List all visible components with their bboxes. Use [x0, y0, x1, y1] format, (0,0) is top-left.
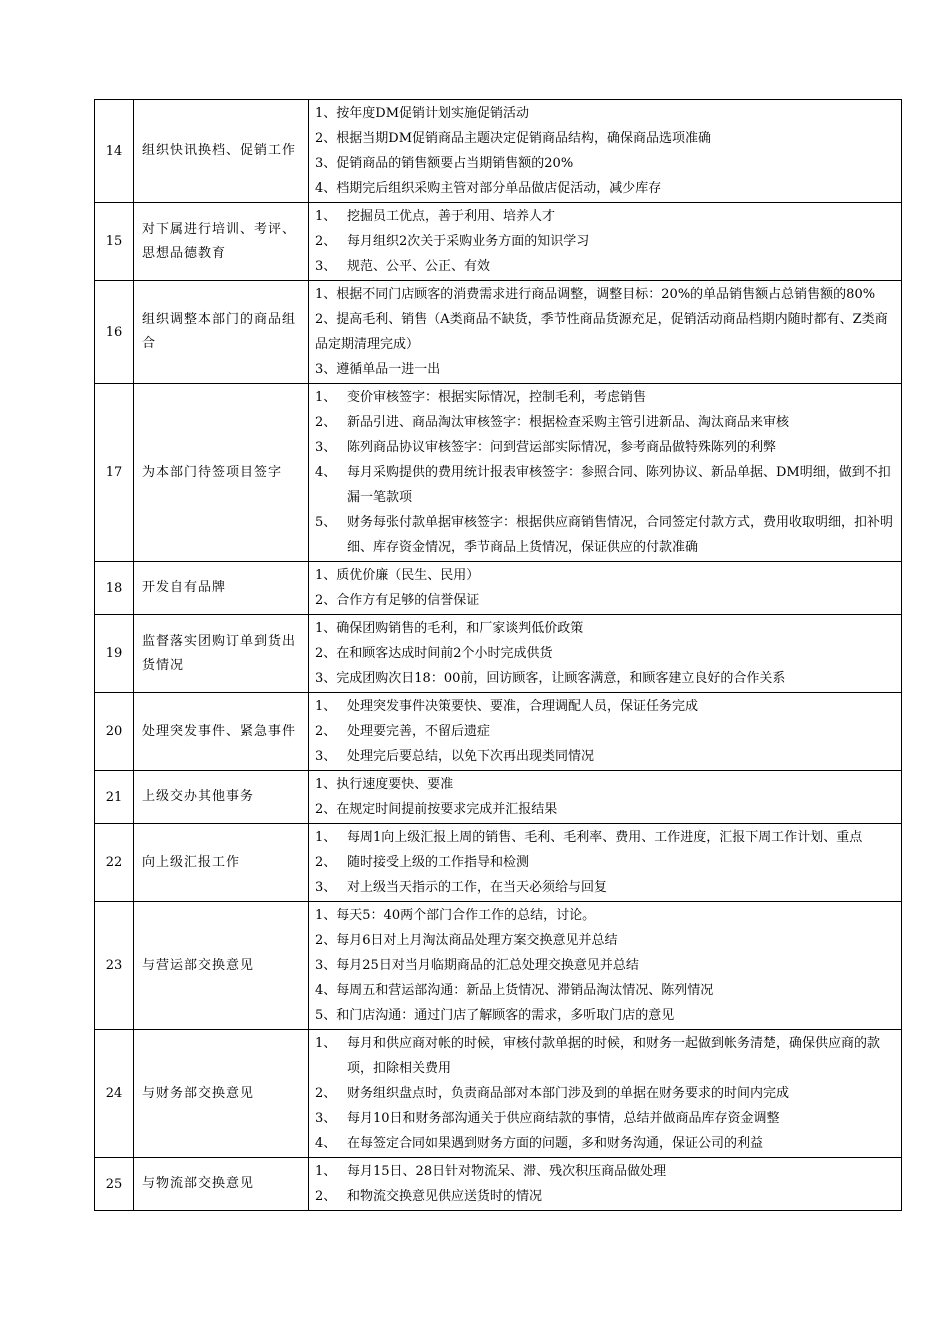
task-cell — [134, 100, 309, 203]
task-title: 监督落实团购订单到货出货情况 — [142, 633, 297, 673]
item-text: 完成团购次日18：00前，回访顾客，让顾客满意，和顾客建立良好的合作关系 — [336, 671, 786, 686]
item-marker: 2、 — [315, 724, 337, 739]
requirements-cell — [309, 1158, 902, 1211]
item-text: 在和顾客达成时间前2个小时完成供货 — [336, 646, 553, 661]
item-marker: 3、 — [315, 880, 337, 895]
item-marker: 1、 — [315, 1164, 337, 1179]
item-text: 提高毛利、销售（A类商品不缺货，季节性商品货源充足，促销活动商品档期内随时都有、Z类商品定期清理完成） — [315, 312, 888, 352]
task-title: 开发自有品牌 — [142, 580, 227, 595]
item-text: 每月采购提供的费用统计报表审核签字：参照合同、陈列协议、新品单据、DM明细，做到不扣漏一笔款项 — [347, 465, 891, 505]
task-cell — [134, 281, 309, 384]
item-text: 每月25日对当月临期商品的汇总处理交换意见并总结 — [336, 958, 639, 973]
item-marker: 1、 — [315, 287, 337, 302]
item-text: 新品引进、商品淘汰审核签字：根据检查采购主管引进新品、淘汰商品来审核 — [347, 415, 790, 430]
row-number: 20 — [95, 693, 134, 771]
item-marker: 4、 — [315, 983, 337, 998]
task-cell — [134, 902, 309, 1030]
table-row — [95, 384, 902, 562]
item-text: 遵循单品一进一出 — [336, 362, 441, 377]
item-text: 规范、公平、公正、有效 — [347, 259, 491, 274]
item-marker: 2、 — [315, 593, 337, 608]
requirement-item — [315, 903, 893, 928]
item-text: 每月10日和财务部沟通关于供应商结款的事情，总结并做商品库存资金调整 — [347, 1111, 780, 1126]
item-text: 质优价廉（民生、民用） — [336, 568, 480, 583]
requirement-item — [315, 1081, 893, 1106]
requirement-item — [315, 744, 893, 769]
requirement-item — [315, 385, 893, 410]
item-marker: 2、 — [315, 415, 337, 430]
item-marker: 3、 — [315, 259, 337, 274]
task-title: 处理突发事件、紧急事件 — [142, 723, 297, 739]
requirement-item — [315, 928, 893, 953]
row-number: 16 — [95, 281, 134, 384]
row-number: 21 — [95, 771, 134, 824]
item-marker: 2、 — [315, 646, 337, 661]
table-row — [95, 281, 902, 384]
item-text: 每月和供应商对帐的时候，审核付款单据的时候，和财务一起做到帐务清楚，确保供应商的款项，扣除相关费用 — [347, 1036, 881, 1076]
item-marker: 1、 — [315, 621, 337, 636]
requirement-item — [315, 953, 893, 978]
requirement-item — [315, 694, 893, 719]
item-text: 处理完后要总结，以免下次再出现类同情况 — [347, 749, 595, 764]
item-text: 每月组织2次关于采购业务方面的知识学习 — [347, 234, 590, 249]
task-title: 向上级汇报工作 — [142, 854, 241, 870]
requirement-item — [315, 254, 893, 279]
item-marker: 1、 — [315, 568, 337, 583]
table-row — [95, 1030, 902, 1158]
requirement-item — [315, 1131, 893, 1156]
item-marker: 1、 — [315, 390, 337, 405]
table-row — [95, 615, 902, 693]
table-row — [95, 902, 902, 1030]
task-cell — [134, 771, 309, 824]
requirements-cell — [309, 693, 902, 771]
item-text: 对上级当天指示的工作，在当天必须给与回复 — [347, 880, 608, 895]
item-text: 每月15日、28日针对物流呆、滞、残次积压商品做处理 — [347, 1164, 667, 1179]
task-cell — [134, 824, 309, 902]
item-marker: 1、 — [315, 106, 337, 121]
row-number: 24 — [95, 1030, 134, 1158]
requirements-cell — [309, 384, 902, 562]
item-text: 根据不同门店顾客的消费需求进行商品调整，调整目标：20%的单品销售额占总销售额的80% — [336, 287, 876, 302]
item-text: 财务每张付款单据审核签字：根据供应商销售情况，合同签定付款方式，费用收取明细，扣补明细、库存资金情况，季节商品上货情况，保证供应的付款准确 — [347, 515, 894, 555]
requirement-item — [315, 410, 893, 435]
duty-table — [94, 99, 902, 1211]
item-marker: 2、 — [315, 933, 337, 948]
task-cell — [134, 1158, 309, 1211]
item-marker: 3、 — [315, 958, 337, 973]
task-title: 与营运部交换意见 — [142, 957, 255, 973]
item-marker: 3、 — [315, 440, 337, 455]
requirement-item — [315, 282, 893, 307]
requirements-cell — [309, 100, 902, 203]
requirement-item — [315, 151, 893, 176]
table-row — [95, 203, 902, 281]
item-marker: 1、 — [315, 830, 337, 845]
item-marker: 1、 — [315, 699, 337, 714]
item-marker: 1、 — [315, 209, 337, 224]
requirement-item — [315, 307, 893, 357]
item-text: 每天5：40两个部门合作工作的总结，讨论。 — [336, 908, 596, 923]
task-cell — [134, 384, 309, 562]
requirement-item — [315, 875, 893, 900]
task-title: 对下属进行培训、考评、思想品德教育 — [142, 221, 297, 261]
requirement-item — [315, 460, 893, 510]
requirement-item — [315, 229, 893, 254]
requirement-item — [315, 850, 893, 875]
task-title: 组织调整本部门的商品组合 — [142, 312, 297, 351]
requirement-item — [315, 101, 893, 126]
item-marker: 2、 — [315, 1086, 337, 1101]
item-text: 每周1向上级汇报上周的销售、毛利、毛利率、费用、工作进度，汇报下周工作计划、重点 — [347, 830, 863, 845]
task-title: 与财务部交换意见 — [142, 1085, 255, 1101]
item-text: 档期完后组织采购主管对部分单品做店促活动，减少库存 — [336, 181, 662, 196]
task-title: 与物流部交换意见 — [142, 1176, 255, 1191]
item-marker: 1、 — [315, 777, 337, 792]
item-marker: 2、 — [315, 312, 337, 327]
item-text: 在每签定合同如果遇到财务方面的问题，多和财务沟通，保证公司的利益 — [347, 1136, 764, 1151]
requirement-item — [315, 510, 893, 560]
requirement-item — [315, 126, 893, 151]
requirement-item — [315, 641, 893, 666]
item-marker: 1、 — [315, 1036, 337, 1051]
item-text: 执行速度要快、要准 — [336, 777, 454, 792]
requirement-item — [315, 666, 893, 691]
requirement-item — [315, 588, 893, 613]
requirement-item — [315, 719, 893, 744]
requirement-item — [315, 797, 893, 822]
item-text: 每周五和营运部沟通：新品上货情况、滞销品淘汰情况、陈列情况 — [336, 983, 714, 998]
item-marker: 2、 — [315, 802, 337, 817]
row-number: 23 — [95, 902, 134, 1030]
item-text: 随时接受上级的工作指导和检测 — [347, 855, 530, 870]
requirements-cell — [309, 281, 902, 384]
item-marker: 3、 — [315, 362, 337, 377]
item-text: 财务组织盘点时，负责商品部对本部门涉及到的单据在财务要求的时间内完成 — [347, 1086, 790, 1101]
item-text: 根据当期DM促销商品主题决定促销商品结构，确保商品选项准确 — [336, 131, 712, 146]
item-text: 变价审核签字：根据实际情况，控制毛利，考虑销售 — [347, 390, 647, 405]
requirement-item — [315, 772, 893, 797]
item-marker: 3、 — [315, 156, 337, 171]
requirement-item — [315, 1106, 893, 1131]
item-text: 处理突发事件决策要快、要准，合理调配人员，保证任务完成 — [347, 699, 699, 714]
row-number: 19 — [95, 615, 134, 693]
row-number: 25 — [95, 1158, 134, 1211]
item-text: 每月6日对上月淘汰商品处理方案交换意见并总结 — [336, 933, 618, 948]
requirements-cell — [309, 203, 902, 281]
requirements-cell — [309, 824, 902, 902]
row-number: 17 — [95, 384, 134, 562]
requirement-item — [315, 978, 893, 1003]
requirements-cell — [309, 562, 902, 615]
table-row — [95, 562, 902, 615]
table-row — [95, 771, 902, 824]
requirement-item — [315, 1184, 893, 1209]
task-cell — [134, 562, 309, 615]
item-marker: 2、 — [315, 1189, 337, 1204]
item-text: 按年度DM促销计划实施促销活动 — [336, 106, 530, 121]
item-marker: 2、 — [315, 131, 337, 146]
table-row — [95, 824, 902, 902]
item-marker: 3、 — [315, 671, 337, 686]
item-marker: 4、 — [315, 1136, 337, 1151]
task-cell — [134, 693, 309, 771]
table-row — [95, 1158, 902, 1211]
requirement-item — [315, 1031, 893, 1081]
requirement-item — [315, 616, 893, 641]
item-text: 挖掘员工优点，善于利用、培养人才 — [347, 209, 556, 224]
table-row — [95, 693, 902, 771]
item-marker: 3、 — [315, 1111, 337, 1126]
item-text: 和门店沟通：通过门店了解顾客的需求，多听取门店的意见 — [336, 1008, 675, 1023]
requirement-item — [315, 825, 893, 850]
requirements-cell — [309, 1030, 902, 1158]
requirement-item — [315, 1159, 893, 1184]
table-row — [95, 100, 902, 203]
requirement-item — [315, 563, 893, 588]
item-marker: 3、 — [315, 749, 337, 764]
item-text: 促销商品的销售额要占当期销售额的20% — [336, 156, 574, 171]
row-number: 18 — [95, 562, 134, 615]
item-text: 合作方有足够的信誉保证 — [336, 593, 480, 608]
task-title: 上级交办其他事务 — [142, 789, 255, 804]
item-marker: 2、 — [315, 234, 337, 249]
task-cell — [134, 615, 309, 693]
task-title: 为本部门待签项目签字 — [142, 464, 283, 480]
requirements-cell — [309, 615, 902, 693]
requirements-cell — [309, 902, 902, 1030]
requirement-item — [315, 435, 893, 460]
requirement-item — [315, 176, 893, 201]
task-title: 组织快讯换档、促销工作 — [142, 143, 297, 158]
requirement-item — [315, 1003, 893, 1028]
requirements-cell — [309, 771, 902, 824]
requirement-item — [315, 357, 893, 382]
item-text: 在规定时间提前按要求完成并汇报结果 — [336, 802, 558, 817]
requirement-item — [315, 204, 893, 229]
row-number: 15 — [95, 203, 134, 281]
task-cell — [134, 203, 309, 281]
item-text: 处理要完善，不留后遗症 — [347, 724, 491, 739]
item-text: 和物流交换意见供应送货时的情况 — [347, 1189, 543, 1204]
item-marker: 4、 — [315, 465, 337, 480]
row-number: 14 — [95, 100, 134, 203]
item-marker: 4、 — [315, 181, 337, 196]
item-marker: 5、 — [315, 515, 337, 530]
item-marker: 2、 — [315, 855, 337, 870]
item-text: 陈列商品协议审核签字：问到营运部实际情况，参考商品做特殊陈列的利弊 — [347, 440, 777, 455]
task-cell — [134, 1030, 309, 1158]
duty-table-body — [95, 100, 902, 1211]
item-marker: 1、 — [315, 908, 337, 923]
row-number: 22 — [95, 824, 134, 902]
item-text: 确保团购销售的毛利，和厂家谈判低价政策 — [336, 621, 584, 636]
item-marker: 5、 — [315, 1008, 337, 1023]
